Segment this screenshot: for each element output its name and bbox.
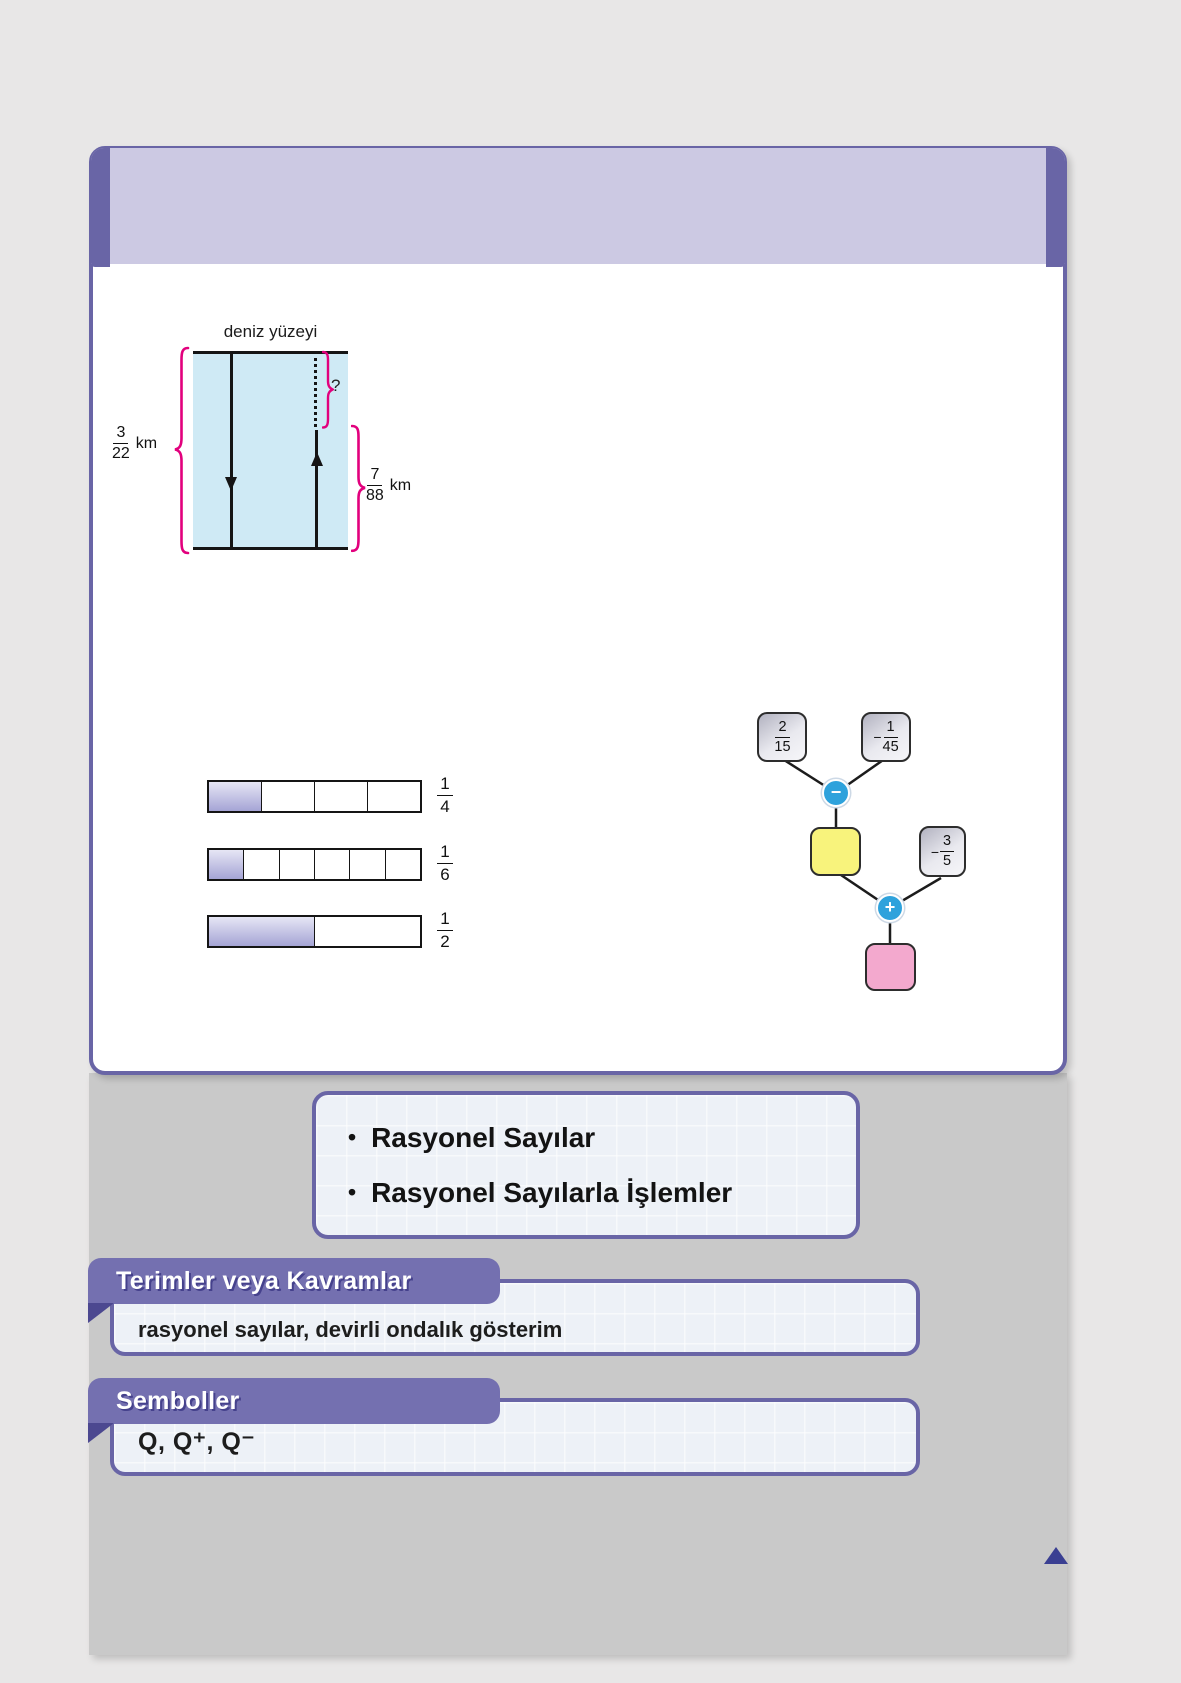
bar-cell-shaded	[209, 850, 244, 879]
fraction-bar-halves	[207, 915, 422, 948]
unit-km: km	[135, 434, 158, 452]
bar-cell	[350, 850, 385, 879]
left-depth-label	[112, 424, 157, 464]
card-header-right-cap	[1046, 148, 1065, 267]
bar-cell-shaded	[209, 917, 315, 946]
terms-header-ribbon	[88, 1258, 500, 1304]
tree-result-box-pink	[865, 943, 916, 991]
bar-cell	[280, 850, 315, 879]
bar-cell	[262, 782, 315, 811]
topic-label: Rasyonel Sayılarla İşlemler	[371, 1176, 733, 1208]
symbols-header-label: Semboller	[116, 1386, 240, 1415]
question-mark-label: ?	[331, 376, 341, 395]
fraction-bar-sixths	[207, 848, 422, 881]
topic-item	[348, 1177, 856, 1209]
tree-result-box-yellow	[810, 827, 861, 876]
left-depth-brace	[174, 346, 190, 555]
unit-km: km	[389, 476, 412, 494]
right-depth-brace	[351, 424, 367, 553]
bar-cell	[315, 850, 350, 879]
fraction-bar-label: $\frac{1}{6}$	[429, 842, 461, 884]
minus-operator-icon: −	[822, 779, 850, 807]
card-header-left-cap	[91, 148, 110, 267]
bar-cell-shaded	[209, 782, 262, 811]
arrow-down-icon	[225, 477, 237, 491]
tree-operand-neg-3-5: − $\frac{3}{5}$	[919, 826, 966, 877]
bar-cell	[386, 850, 420, 879]
card-header-band	[91, 148, 1065, 264]
symbols-header-ribbon	[88, 1378, 500, 1424]
unit-topics-box	[312, 1091, 860, 1239]
ascent-line	[315, 430, 318, 550]
bar-cell	[315, 782, 368, 811]
bullet-icon: •	[348, 1179, 357, 1205]
terms-content-text: rasyonel sayılar, devirli ondalık gösterim	[138, 1317, 563, 1342]
fraction-bar-quarters	[207, 780, 422, 813]
bar-cell	[244, 850, 279, 879]
bar-cell	[315, 917, 420, 946]
ribbon-fold	[88, 1423, 114, 1443]
symbols-content-text: Q, Q⁺, Q⁻	[138, 1428, 256, 1456]
bullet-icon: •	[348, 1124, 357, 1150]
remaining-distance-dotted-line	[314, 351, 317, 427]
fraction-bar-label: $\frac{1}{2}$	[429, 909, 461, 951]
arrow-up-icon	[311, 452, 323, 466]
page-corner-triangle-icon	[1044, 1547, 1068, 1564]
fraction-bar-label: $\frac{1}{4}$	[429, 774, 461, 816]
ribbon-fold	[88, 1303, 114, 1323]
descent-line	[230, 351, 233, 550]
terms-header-label: Terimler veya Kavramlar	[116, 1266, 412, 1295]
right-depth-label	[366, 466, 411, 506]
sea-surface-label: deniz yüzeyi	[223, 322, 318, 341]
tree-operand-2-15: $\frac{2}{15}$	[757, 712, 807, 762]
plus-operator-icon: +	[876, 894, 904, 922]
topic-label: Rasyonel Sayılar	[371, 1121, 596, 1153]
topic-item	[348, 1122, 856, 1154]
tree-operand-neg-1-45: − $\frac{1}{45}$	[861, 712, 911, 762]
fraction-7-88: $\frac{7}{88}$	[366, 466, 384, 505]
bar-cell	[368, 782, 420, 811]
fraction-3-22: $\frac{3}{22}$	[112, 424, 130, 463]
